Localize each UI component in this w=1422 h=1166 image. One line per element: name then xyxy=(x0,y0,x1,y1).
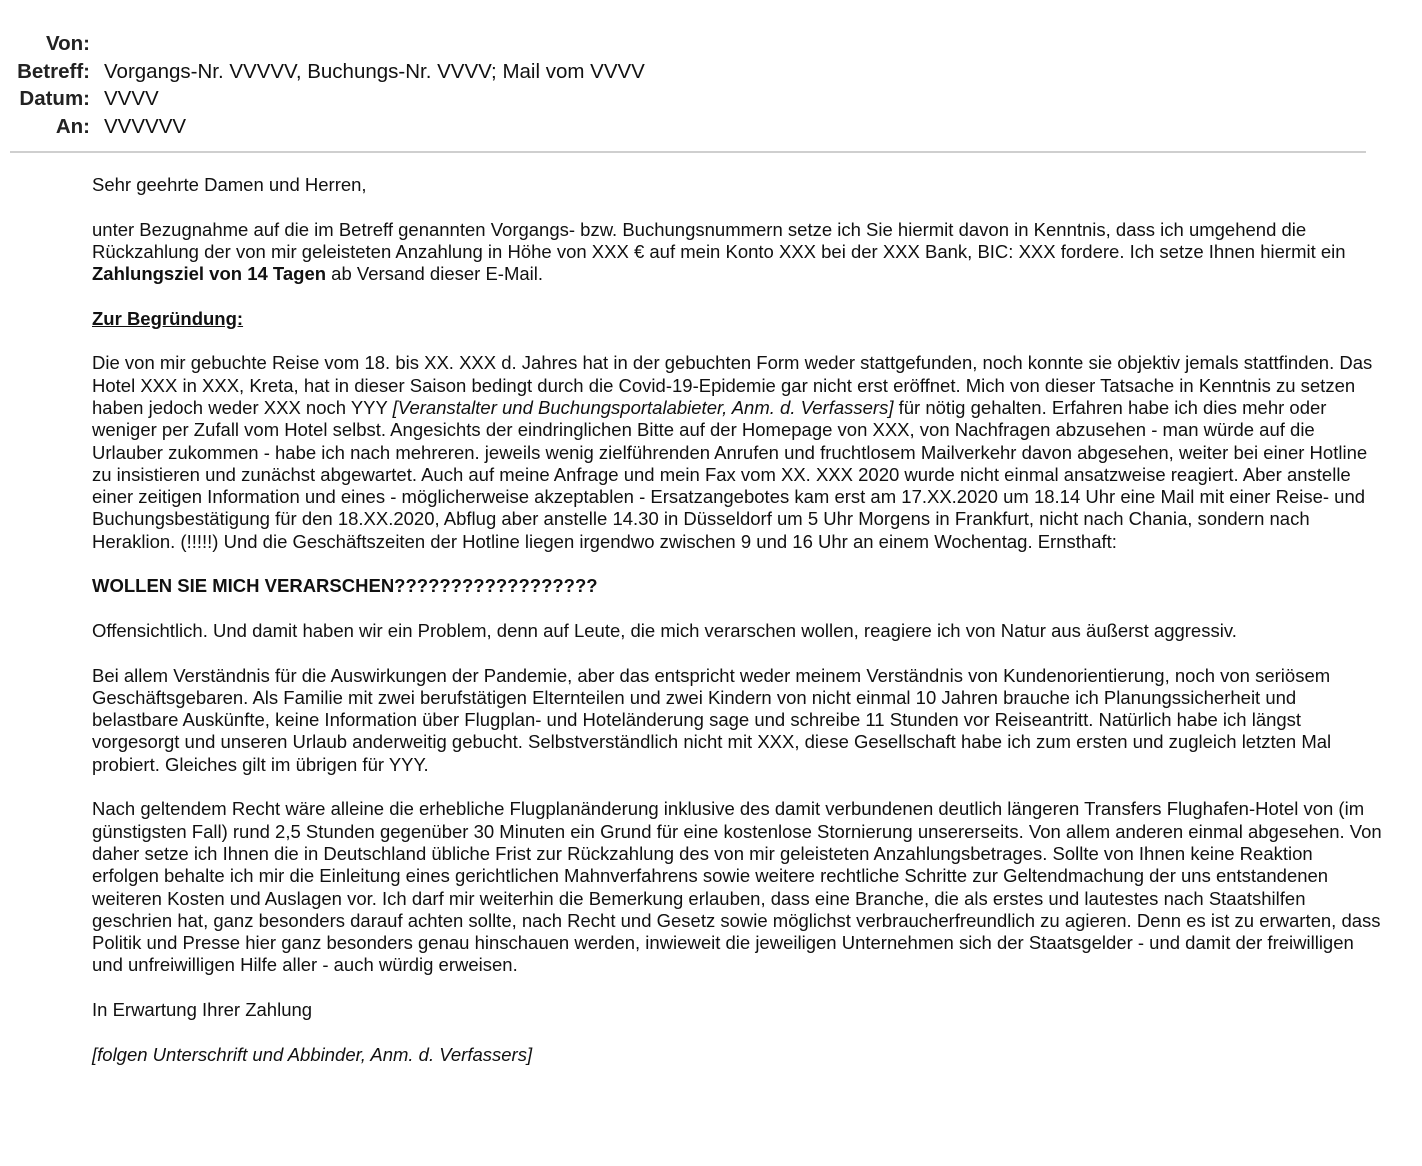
header-divider xyxy=(10,151,1366,153)
date-value: VVVV xyxy=(104,87,159,110)
intro-text-1: unter Bezugnahme auf die im Betreff genannten Vorgangs- bzw. Buchungsnummern setze ich Sie hiermit davon in Kenntnis, dass ich umgehend die Rückzahlung der von mir geleisteten Anzahlung in Höhe von XXX € auf mein Konto XXX bei der XXX Bank, BIC: XXX fordere. Ich setze Ihnen hiermit ein xyxy=(92,218,1346,262)
closing-line: In Erwartung Ihrer Zahlung xyxy=(92,998,313,1020)
subject-label: Betreff: xyxy=(17,59,90,83)
reason-paragraph xyxy=(92,352,1382,553)
intro-text-2: ab Versand dieser E-Mail. xyxy=(326,263,544,285)
reason-text-1: Die von mir gebuchte Reise vom 18. bis XX. XXX d. Jahres hat in der gebuchten Form weder stattgefunden, noch konnte sie objektiv jemals stattfinden. Das Hotel XXX in XXX, Kreta, hat in dieser Saison bedingt durch die Covid-19-Epidemie gar nicht erst eröffnet. Mich von dieser Tatsache in Kenntnis zu setzen haben jedoch weder XXX noch YYY xyxy=(92,352,1373,418)
salutation: Sehr geehrte Damen und Herren, xyxy=(92,174,367,195)
author-note: [Veranstalter und Buchungsportalabieter, Anm. d. Verfassers] xyxy=(392,396,894,418)
to-value: VVVVVV xyxy=(104,114,187,138)
to-label: An: xyxy=(55,114,90,138)
reason-heading xyxy=(92,308,1382,330)
reason-heading-text: Zur Begründung: xyxy=(92,307,244,329)
to-row xyxy=(0,113,1400,141)
subject-value: Vorgangs-Nr. VVVVV, Buchungs-Nr. VVVV; Mail vom VVVV xyxy=(104,59,645,83)
understanding-paragraph: Bei allem Verständnis für die Auswirkungen der Pandemie, aber das entspricht weder meinem Verständnis von Kundenorientierung, noch von seriösem Geschäftsgebaren. Als Familie mit zwei berufstätigen Elternteilen und zwei Kindern von nicht einmal 10 Jahren brauche ich Planungssicherheit und belastbare Auskünfte, keine Information über Flugplan- und Hoteländerung sage und schreibe 11 Stunden vor Reiseantritt. Natürlich habe ich längst vorgesorgt und unseren Urlaub anderweitig gebucht. Selbstverständlich nicht mit XXX, diese Gesellschaft habe ich zum ersten und zugleich letzten Mal probiert. Gleiches gilt im übrigen für YYY. xyxy=(92,664,1332,775)
legal-paragraph: Nach geltendem Recht wäre alleine die erhebliche Flugplanänderung inklusive des damit verbundenen deutlich längeren Transfers Flughafen-Hotel von (im günstigsten Fall) rund 2,5 Stunden gegenüber 30 Minuten ein Grund für eine kostenlose Stornierung unsererseits. Von allem anderen einmal abgesehen. Von daher setze ich Ihnen die in Deutschland übliche Frist zur Rückzahlung des von mir geleisteten Anzahlungsbetrages. Sollte von Ihnen keine Reaktion erfolgen behalte ich mir die Einleitung eines gerichtlichen Mahnverfahrens sowie weitere rechtliche Schritte zur Geltendmachung der uns entstandenen weiteren Kosten und Auslagen vor. Ich darf mir weiterhin die Bemerkung erlauben, dass eine Branche, die als erstes und lautestes nach Staatshilfen geschrien hat, ganz besonders darauf achten sollte, nach Recht und Gesetz sowie möglichst verbraucherfreundlich zu agieren. Denn es ist zu erwarten, dass Politik und Presse hier ganz besonders genau hinschauen werden, inwieweit die jeweiligen Unternehmen sich der Staatsgelder - und damit der freiwilligen und unfreiwilligen Hilfe aller - auch würdig erweisen. xyxy=(92,798,1382,976)
from-row xyxy=(0,30,1400,58)
from-label: Von: xyxy=(45,32,90,55)
date-row xyxy=(0,85,1400,113)
subject-row xyxy=(0,58,1400,86)
intro-paragraph xyxy=(92,219,1382,286)
obviously-paragraph: Offensichtlich. Und damit haben wir ein Problem, denn auf Leute, die mich verarschen wollen, reagiere ich von Natur aus äußerst aggressiv. xyxy=(92,619,1237,641)
signature-note: [folgen Unterschrift und Abbinder, Anm. d. Verfassers] xyxy=(92,1043,533,1065)
email-header xyxy=(0,30,1400,140)
email-body xyxy=(92,174,1382,1088)
payment-deadline: Zahlungsziel von 14 Tagen xyxy=(92,263,327,285)
reason-text-2: für nötig gehalten. Erfahren habe ich dies mehr oder weniger per Zufall vom Hotel selbst. Angesichts der eindringlichen Bitte auf der Homepage von XXX, von Nachfragen abzusehen - man würde auf die Urlauber zukommen - habe ich nach mehreren. jeweils wenig zielführenden Anrufen und fruchtlosem Mailverkehr davon abgesehen, weiter bei einer Hotline zu insistieren und zunächst abgewartet. Auch auf meine Anfrage und mein Fax vom XX. XXX 2020 wurde nicht einmal ansatzweise reagiert. Aber anstelle einer zeitigen Information und eines - möglicherweise akzeptablen - Ersatzangebotes kam erst am 17.XX.2020 um 18.14 Uhr eine Mail mit einer Reise- und Buchungsbestätigung für den 18.XX.2020, Abflug aber anstelle 14.30 in Düsseldorf um 5 Uhr Morgens in Frankfurt, nicht nach Chania, sondern nach Heraklion. (!!!!!) Und die Geschäftszeiten der Hotline liegen irgendwo zwischen 9 und 16 Uhr an einem Wochentag. Ernsthaft: xyxy=(92,396,1368,552)
date-label: Datum: xyxy=(19,87,90,110)
shout-line: WOLLEN SIE MICH VERARSCHEN?????????????????? xyxy=(92,575,598,597)
